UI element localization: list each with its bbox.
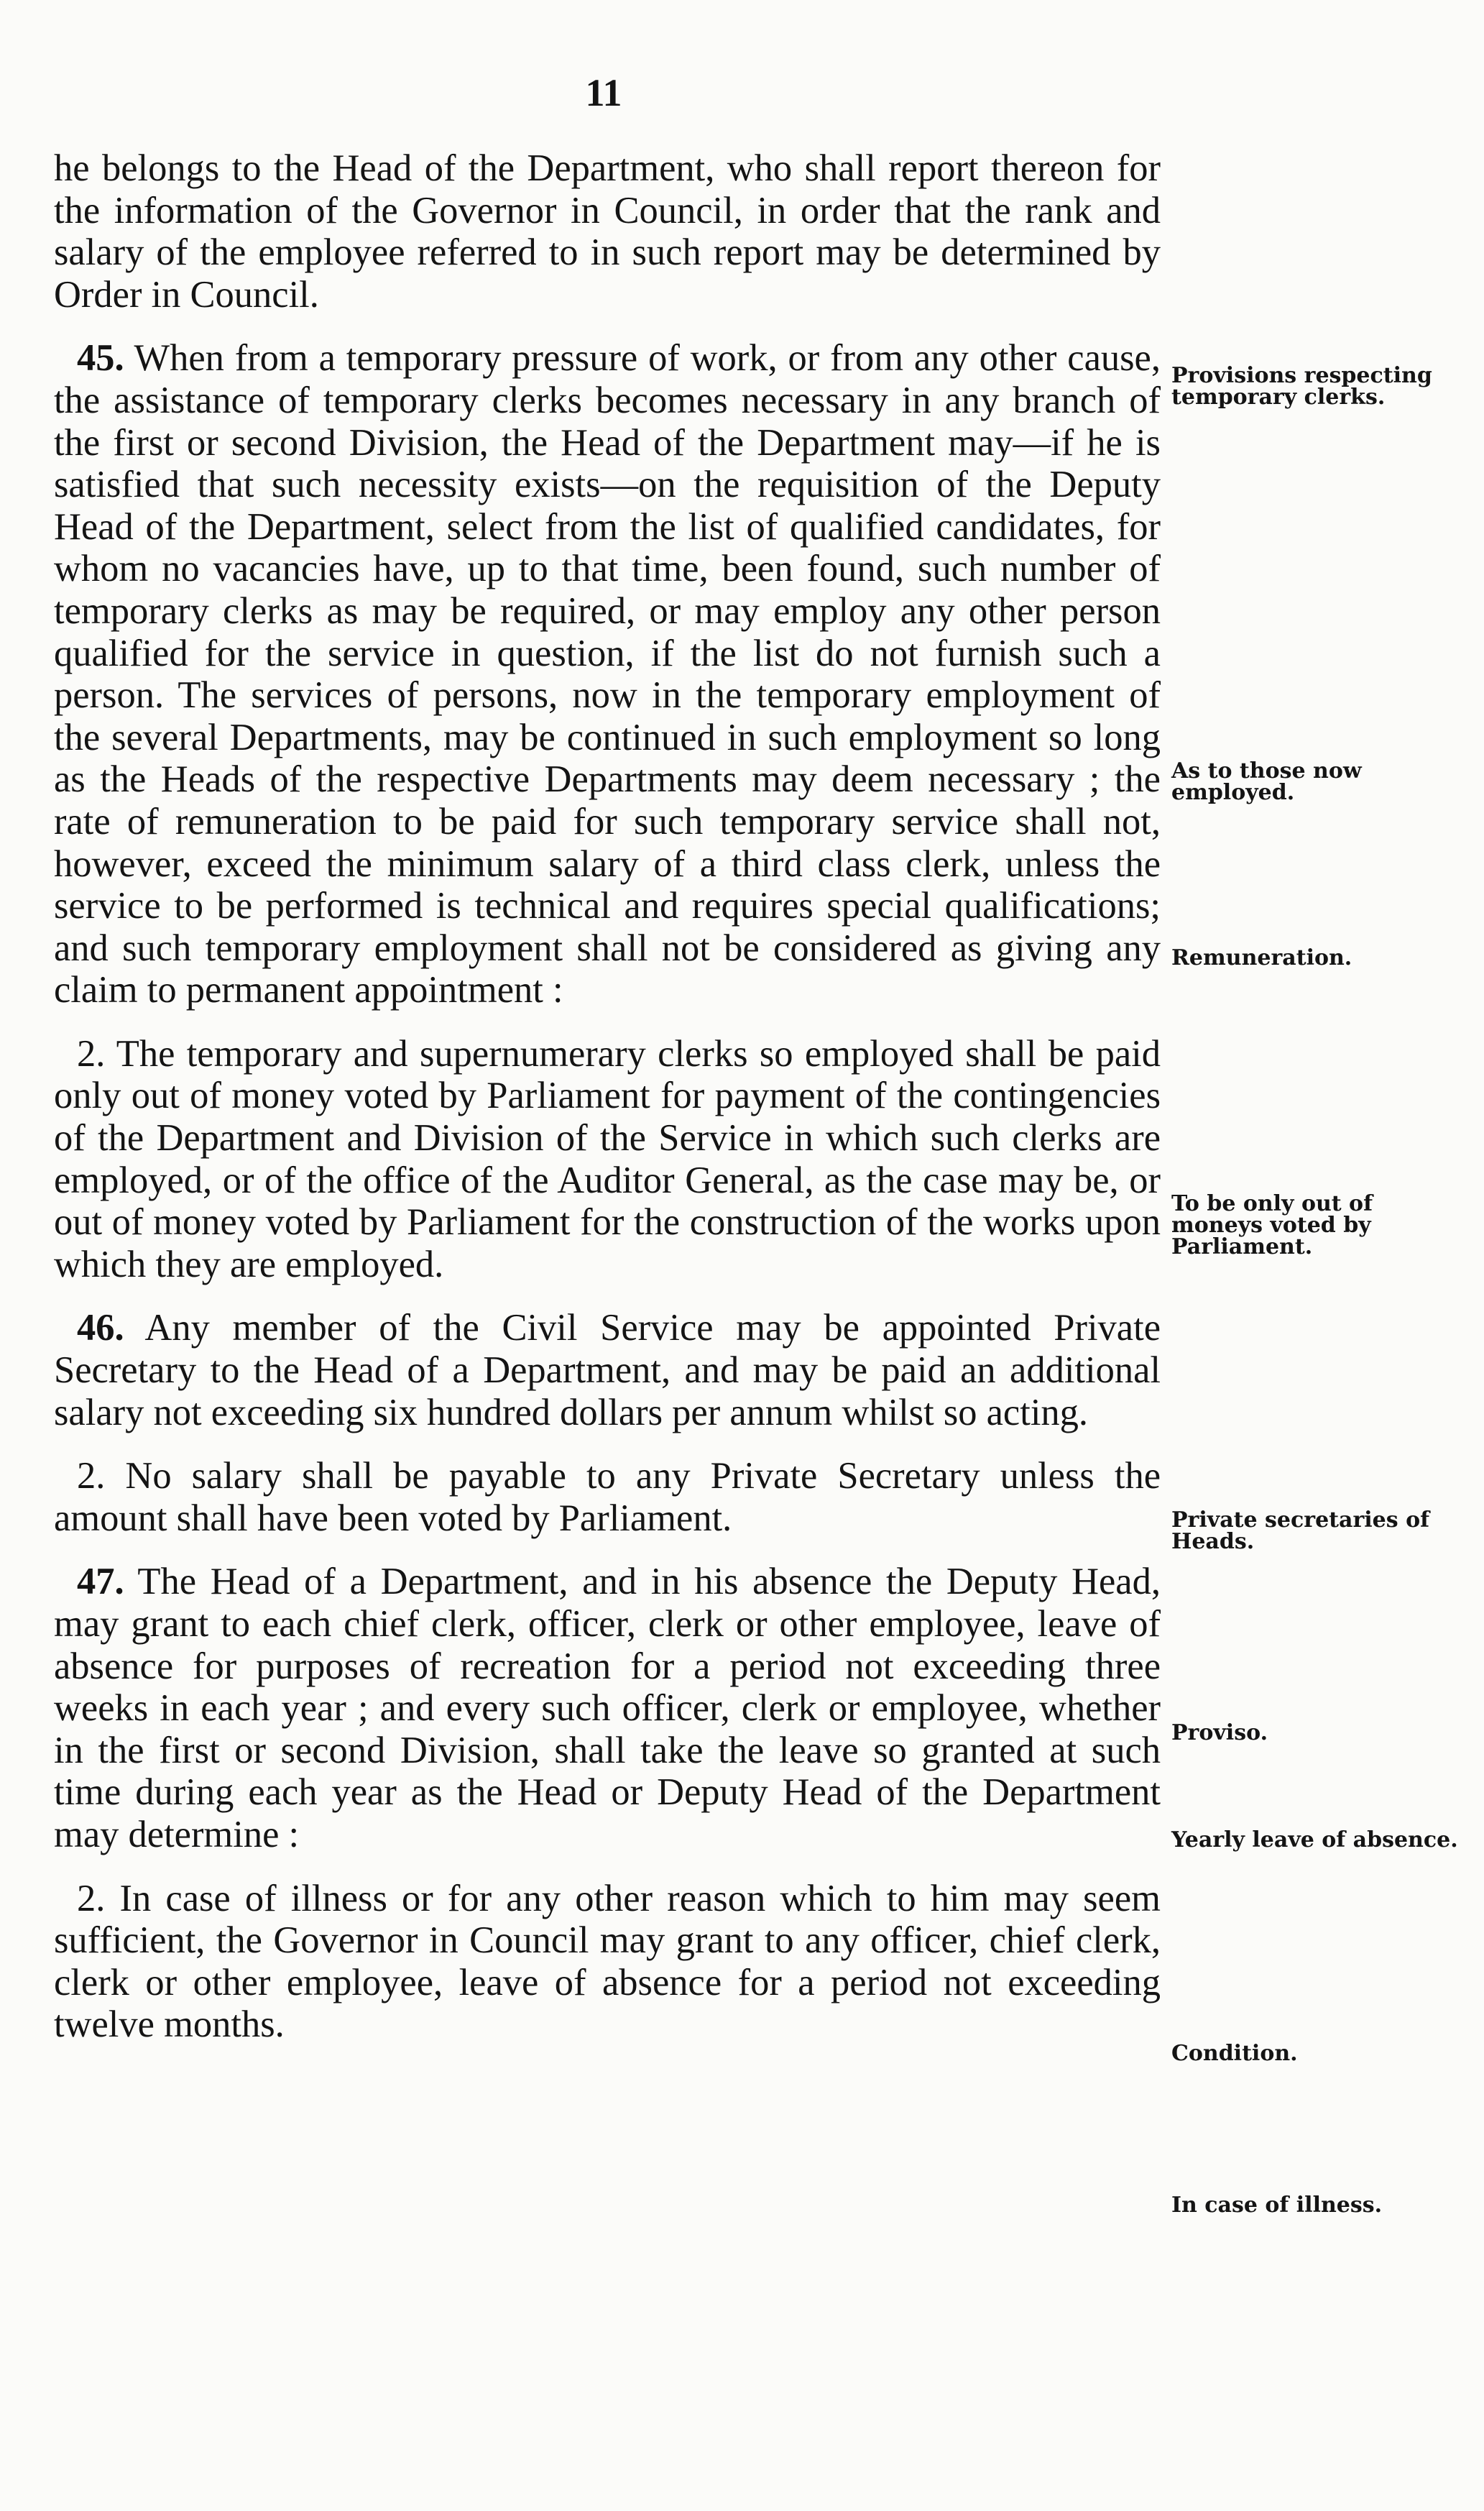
margin-note-remuneration: Remuneration. — [1171, 945, 1352, 970]
paragraph-text: The Head of a Department, and in his absence the Deputy Head, may grant to each chief clerk, officer, clerk or other employee, leave of absence for purposes of recreation for a period not exceeding three weeks in each year ; and every such officer, clerk or employee, whether in the first or second Division, shall take the leave so granted at such time during each year as the Head or Deputy Head of the Department may determine : — [54, 1561, 1161, 1855]
paragraph-text: The temporary and supernumerary clerks so employed shall be paid only out of money voted by Parliament for payment of the contingencies of the Department and Division of the Service in which such clerks are employed, or of the office of the Auditor General, as the case may be, or out of money voted by Parliament for the construction of the works upon which they are employed. — [54, 1032, 1161, 1285]
paragraph-text: Any member of the Civil Service may be appointed Private Secretary to the Head of a Department, and may be paid an additional salary not exceeding six hundred dollars per annum whilst so acting. — [54, 1307, 1161, 1433]
section-number: 46. — [77, 1307, 124, 1349]
paragraph-text: When from a temporary pressure of work, or from any other cause, the assistance of temporary clerks becomes necessary in any branch of the first or second Division, the Head of the Department may—if he is satisfied that such necessity exists—on the requisition of the Deputy Head of the Department, select from the list of qualified candidates, for whom no vacancies have, up to that time, been found, such number of temporary clerks as may be required, or may employ any other person qualified for the service in question, if the list do not furnish such a person. The services of persons, now in the temporary employment of the several Departments, may be continued in such employment so long as the Heads of the respective Departments may deem necessary ; the rate of remuneration to be paid for such temporary service shall not, however, exceed the minimum salary of a third class clerk, unless the service to be performed is technical and requires special qualifications; and such temporary employment shall not be considered as giving any claim to permanent appointment : — [54, 337, 1161, 1011]
paragraph-text: he belongs to the Head of the Department, who shall report thereon for the information of the Governor in Council, in order that the rank and salary of the employee referred to in such report may be determined by Order in Council. — [54, 147, 1161, 316]
margin-notes — [1171, 0, 1473, 2511]
section-47-subsection-2 — [54, 1878, 1161, 2046]
section-number: 47. — [77, 1561, 124, 1603]
section-46 — [54, 1307, 1161, 1433]
margin-note-temporary-clerks: Provisions respecting temporary clerks. — [1171, 363, 1432, 410]
margin-note-condition: Condition. — [1171, 2041, 1298, 2066]
margin-note-voted-by-parliament: To be only out of moneys voted by Parliament. — [1171, 1191, 1373, 1259]
margin-note-private-secretaries: Private secretaries of Heads. — [1171, 1507, 1429, 1554]
margin-note-proviso: Proviso. — [1171, 1720, 1268, 1745]
margin-note-illness: In case of illness. — [1171, 2193, 1383, 2218]
section-47 — [54, 1561, 1161, 1855]
section-number: 2. — [77, 1455, 106, 1497]
section-number: 2. — [77, 1032, 106, 1075]
page-number: 11 — [585, 71, 622, 114]
paragraph-text: In case of illness or for any other reason which to him may seem sufficient, the Governor in Council may grant to any officer, chief clerk, clerk or other employee, leave of absence for a period not exceeding twelve months. — [54, 1877, 1161, 2046]
paragraph-text: No salary shall be payable to any Private Secretary unless the amount shall have been voted by Parliament. — [54, 1455, 1161, 1539]
section-45-subsection-2 — [54, 1033, 1161, 1286]
section-number: 45. — [77, 337, 124, 380]
paragraph-continuation — [54, 147, 1161, 316]
section-number: 2. — [77, 1877, 106, 1919]
section-45 — [54, 337, 1161, 1011]
margin-note-now-employed: As to those now employed. — [1171, 758, 1362, 805]
margin-note-yearly-leave: Yearly leave of absence. — [1171, 1827, 1458, 1853]
section-46-subsection-2 — [54, 1455, 1161, 1539]
body-text — [54, 147, 1161, 2046]
